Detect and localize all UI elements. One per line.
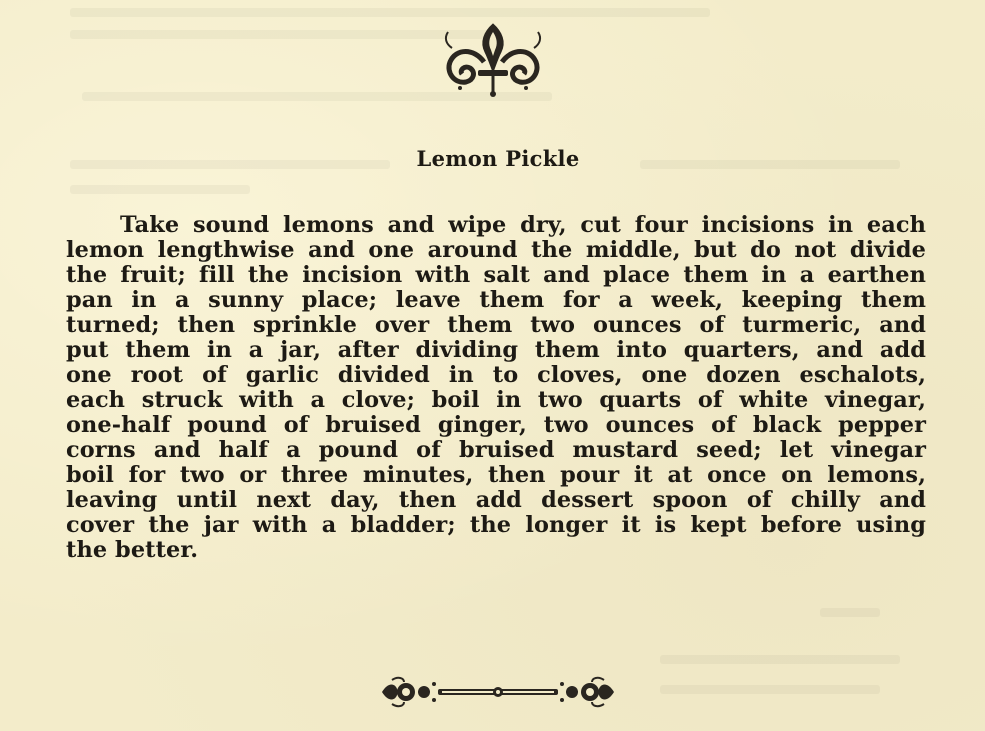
bleed-through-line — [660, 655, 900, 664]
paragraph-line: pan in a sunny place; leave them for a week, keeping them — [66, 287, 926, 313]
bleed-through-line — [70, 8, 710, 17]
paragraph-line: one-half pound of bruised ginger, two ounces of black pepper — [66, 412, 926, 438]
paragraph-line: the better. — [66, 537, 199, 563]
fleur-de-lis-ornament-icon — [440, 18, 546, 98]
paragraph-line: leaving until next day, then add dessert spoon of chilly and — [66, 487, 926, 513]
paragraph-line: boil for two or three minutes, then pour it at once on lemons, — [66, 462, 926, 488]
bleed-through-line — [70, 185, 250, 194]
bleed-through-line — [660, 685, 880, 694]
bleed-through-line — [70, 30, 490, 39]
paragraph-line: the fruit; fill the incision with salt and place them in a earthen — [66, 262, 926, 288]
paragraph-line: lemon lengthwise and one around the middle, but do not divide — [66, 237, 926, 263]
paragraph-line: cover the jar with a bladder; the longer it is kept before using — [66, 512, 926, 538]
floral-border-ornament-icon — [378, 672, 618, 712]
recipe-paragraph — [66, 213, 926, 563]
paragraph-line: put them in a jar, after dividing them into quarters, and add — [66, 337, 926, 363]
bleed-through-line — [820, 608, 880, 617]
paragraph-line: each struck with a clove; boil in two quarts of white vinegar, — [66, 387, 926, 413]
page-title: Lemon Pickle — [416, 146, 580, 171]
paragraph-line: Take sound lemons and wipe dry, cut four incisions in each — [120, 212, 926, 238]
paragraph-line: one root of garlic divided in to cloves, one dozen eschalots, — [66, 362, 926, 388]
paragraph-line: turned; then sprinkle over them two ounces of turmeric, and — [66, 312, 926, 338]
paragraph-line: corns and half a pound of bruised mustard seed; let vinegar — [66, 437, 926, 463]
